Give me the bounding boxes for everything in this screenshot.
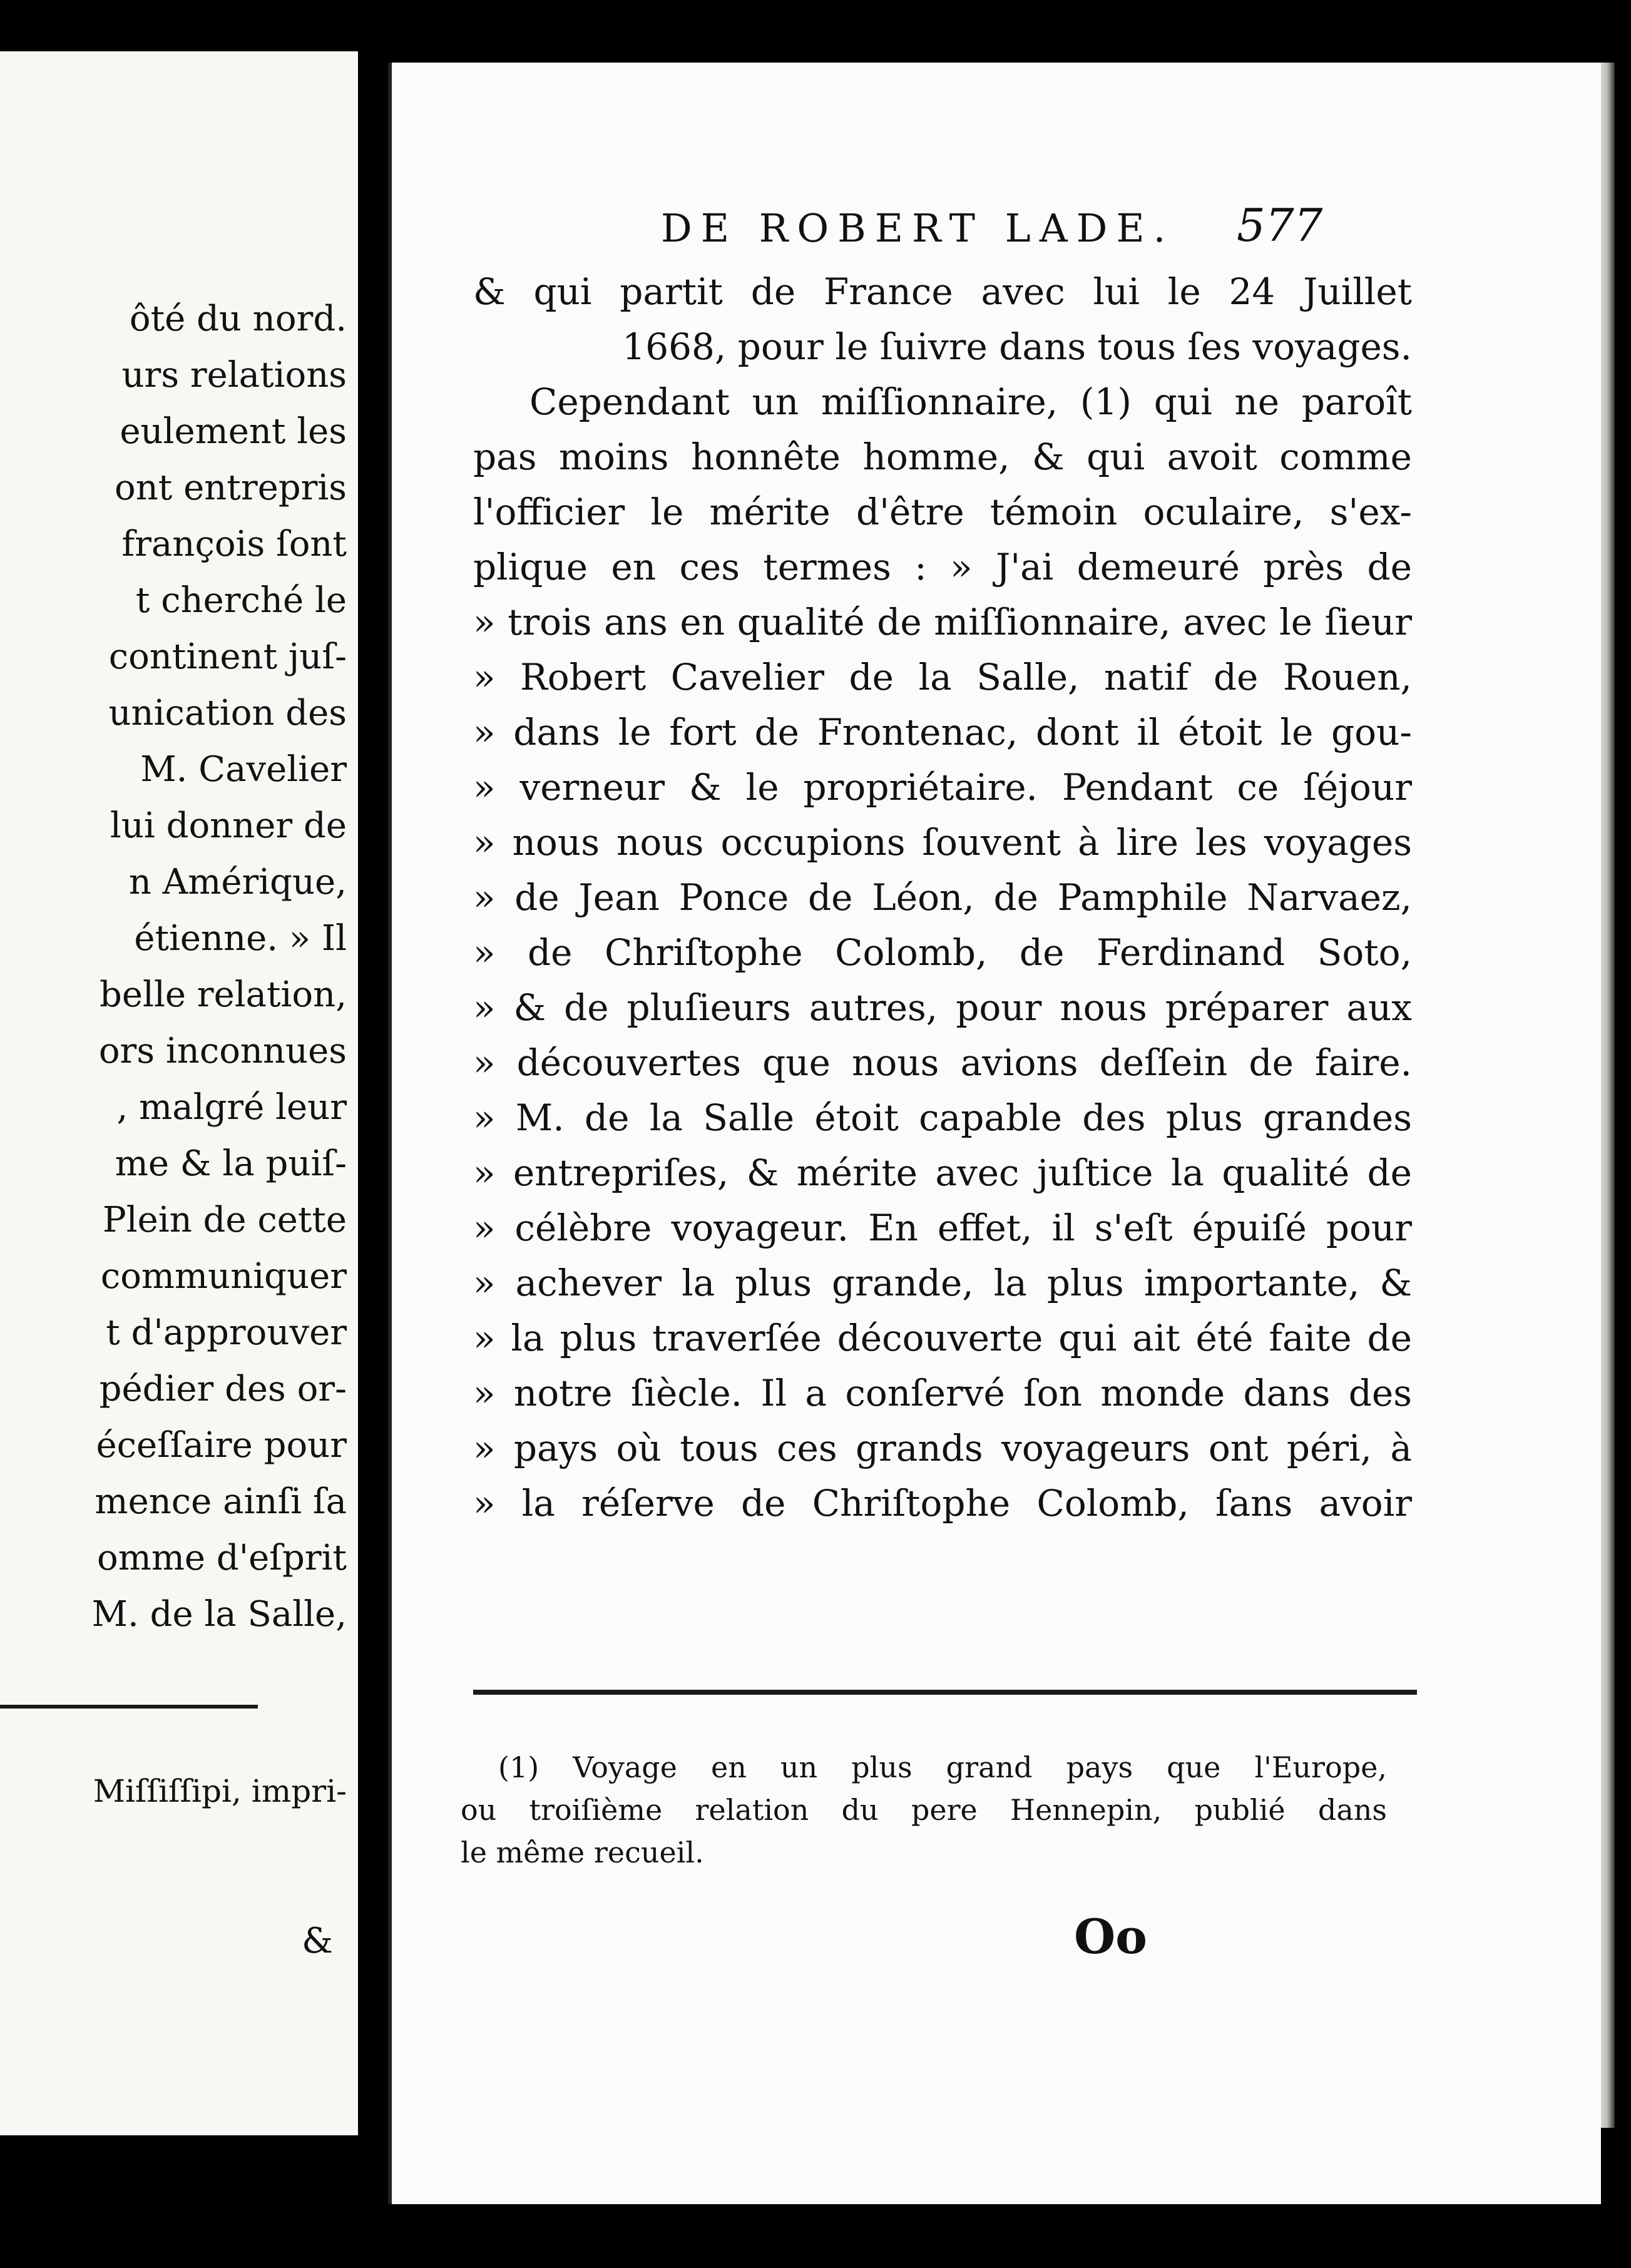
left-text-line: eulement les	[120, 411, 347, 452]
left-text-line: françois ſont	[121, 524, 347, 564]
left-text-line: unication des	[108, 693, 347, 733]
left-text-line: communiquer	[100, 1256, 347, 1297]
page-number: 577	[1237, 199, 1323, 252]
left-footnote-rule	[0, 1705, 258, 1709]
body-line: » dans le fort de Frontenac, dont il étoit le gou-	[473, 711, 1412, 753]
body-line: 1668, pour le ſuivre dans tous ſes voyages.	[622, 325, 1412, 368]
left-text-line: t d'approuver	[106, 1312, 347, 1353]
left-text-line: éceſſaire pour	[96, 1425, 347, 1466]
left-text-line: urs relations	[121, 355, 347, 396]
body-line: » nous nous occupions ſouvent à lire les voyages	[473, 821, 1412, 864]
left-catchword: &	[302, 1921, 333, 1961]
left-footnote-line: Miſſiſſipi, impri-	[93, 1773, 347, 1809]
left-text-line: n Amérique,	[128, 862, 347, 902]
body-line: plique en ces termes : » J'ai demeuré près de	[473, 546, 1412, 588]
left-text-line: étienne. » Il	[134, 918, 347, 959]
body-line: » de Jean Ponce de Léon, de Pamphile Narvaez,	[473, 876, 1412, 919]
left-text-line: belle relation,	[100, 974, 347, 1015]
right-page	[388, 63, 1601, 2204]
left-facing-page	[0, 51, 358, 2135]
body-line: » verneur & le propriétaire. Pendant ce ſéjour	[473, 766, 1412, 809]
body-line: » pays où tous ces grands voyageurs ont péri, à	[473, 1427, 1412, 1469]
body-line: » Robert Cavelier de la Salle, natif de Rouen,	[473, 656, 1412, 698]
body-line: » trois ans en qualité de miſſionnaire, avec le ſieur	[473, 601, 1412, 643]
left-text-line: lui donner de	[110, 805, 347, 846]
body-line: » découvertes que nous avions deſſein de faire.	[473, 1041, 1412, 1084]
left-text-line: mence ainſi ſa	[95, 1481, 347, 1522]
body-text	[473, 264, 1412, 1531]
left-text-line: ôté du nord.	[129, 299, 347, 339]
footnote-line: ou troiſième relation du pere Hennepin, publié dans	[461, 1793, 1387, 1827]
body-line: » entrepriſes, & mérite avec juſtice la qualité de	[473, 1152, 1412, 1194]
body-line: l'officier le mérite d'être témoin oculaire, s'ex-	[473, 491, 1412, 533]
signature-mark: Oo	[1074, 1909, 1147, 1964]
left-text-line: omme d'eſprit	[97, 1538, 347, 1578]
body-line: pas moins honnête homme, & qui avoit comme	[473, 436, 1412, 478]
footnote-rule	[473, 1690, 1417, 1695]
body-line: » & de pluſieurs autres, pour nous préparer aux	[473, 986, 1412, 1029]
left-text-line: ors inconnues	[98, 1031, 347, 1071]
body-line: » M. de la Salle étoit capable des plus grandes	[473, 1096, 1412, 1139]
left-text-line: t cherché le	[135, 580, 347, 621]
left-text-line: continent juſ-	[108, 636, 347, 677]
left-text-line: Plein de cette	[103, 1200, 347, 1240]
footnote-line: le même recueil.	[461, 1836, 704, 1869]
body-line: Cependant un miſſionnaire, (1) qui ne paroît	[529, 381, 1412, 423]
left-text-line: M. de la Salle,	[91, 1594, 347, 1635]
body-line: » la réſerve de Chriſtophe Colomb, ſans avoir	[473, 1482, 1412, 1525]
body-line: » notre ſiècle. Il a conſervé ſon monde dans des	[473, 1372, 1412, 1414]
body-line: » achever la plus grande, la plus importante, &	[473, 1262, 1412, 1304]
footnote-line: (1) Voyage en un plus grand pays que l'Europe,	[498, 1750, 1387, 1784]
body-line: » de Chriſtophe Colomb, de Ferdinand Soto,	[473, 931, 1412, 974]
footnote	[461, 1746, 1387, 1874]
body-line: » célèbre voyageur. En effet, il s'eſt épuiſé pour	[473, 1207, 1412, 1249]
running-head: DE ROBERT LADE.	[661, 205, 1175, 251]
left-text-line: ont entrepris	[115, 467, 347, 508]
left-text-line: M. Cavelier	[140, 749, 347, 790]
body-line: & qui partit de France avec lui le 24 Juillet	[473, 270, 1412, 313]
left-text-line: pédier des or-	[99, 1369, 347, 1409]
body-line: » la plus traverſée découverte qui ait été faite de	[473, 1317, 1412, 1359]
left-text-line: me & la puiſ-	[115, 1143, 347, 1184]
left-text-line: , malgré leur	[116, 1087, 347, 1128]
